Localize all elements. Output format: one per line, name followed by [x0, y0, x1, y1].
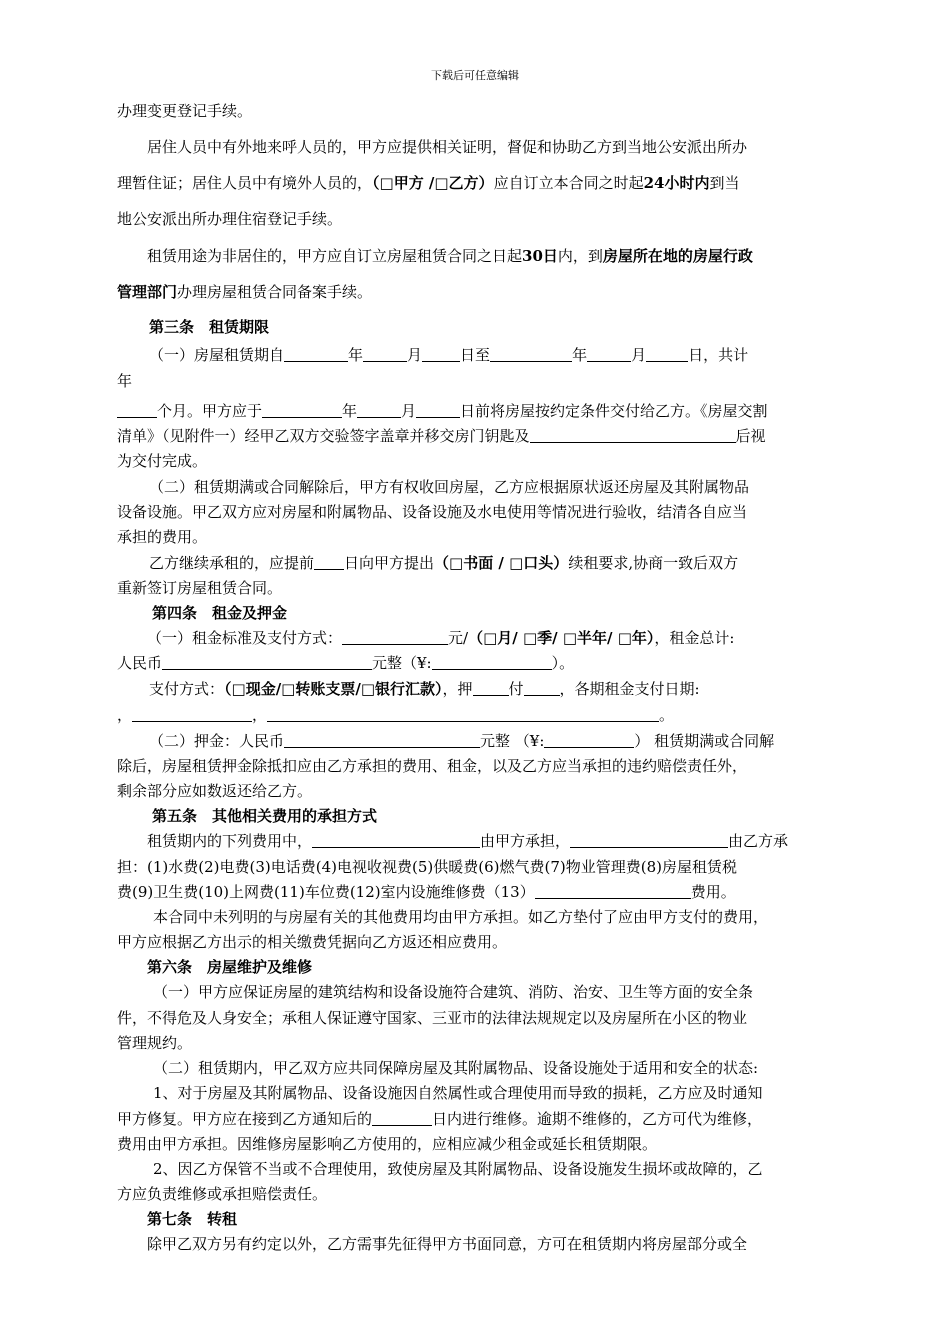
text: 续租要求,协商一致后双方 [568, 554, 739, 572]
text: 年 [342, 402, 358, 420]
paragraph-line: 甲方应根据乙方出示的相关缴费凭据向乙方返还相应费用。 [117, 933, 508, 951]
text: 乙方继续承租的，应提前 [149, 554, 315, 572]
text: 日前将房屋按约定条件交付给乙方。《房屋交割 [460, 402, 768, 420]
article-3-title: 第三条 租赁期限 [149, 318, 270, 336]
delivery-month-field[interactable] [357, 403, 401, 418]
bold-text: 30日 [522, 247, 558, 265]
paragraph-line: （二）租赁期满或合同解除后，甲方有权收回房屋，乙方应根据原状返还房屋及其附属物品 [149, 478, 750, 496]
repair-days-field[interactable] [372, 1111, 432, 1126]
start-year-field[interactable] [284, 347, 348, 362]
start-month-field[interactable] [363, 347, 407, 362]
end-year-field[interactable] [490, 347, 572, 362]
deposit-number-field[interactable] [544, 733, 634, 748]
end-month-field[interactable] [587, 347, 631, 362]
payment-date-field[interactable] [267, 707, 659, 722]
text: ） 租赁期满或合同解 [634, 732, 775, 750]
text: ，押 [442, 680, 473, 698]
option-checkbox-group[interactable]: （□甲方 /□乙方） [372, 174, 494, 192]
paragraph-line: 除甲乙双方另有约定以外，乙方需事先征得甲方书面同意，方可在租赁期内将房屋部分或全 [147, 1235, 748, 1253]
text: 年 [572, 346, 588, 364]
text: 办理房屋租赁合同备案手续。 [177, 283, 373, 301]
text: 日，共计 [688, 346, 749, 364]
paragraph-line: 管理规约。 [117, 1034, 193, 1052]
text: 月 [401, 402, 417, 420]
deposit-amount-field[interactable] [284, 733, 480, 748]
page-header: 下载后可任意编辑 [431, 69, 519, 82]
text: 日向甲方提出 [344, 554, 435, 572]
paragraph-line: 1、对于房屋及其附属物品、设备设施因自然属性或合理使用而导致的损耗，乙方应及时通知 [153, 1084, 763, 1102]
paragraph-line [117, 425, 766, 446]
paragraph-line: 本合同中未列明的与房屋有关的其他费用均由甲方承担。如乙方垫付了应由甲方支付的费用， [153, 908, 769, 926]
text: 元/ [448, 629, 469, 647]
paragraph-line: 件，不得危及人身安全；承租人保证遵守国家、三亚市的法律法规规定以及房屋所在小区的物业 [117, 1009, 748, 1027]
paragraph-line [117, 400, 768, 421]
article-4-title: 第四条 租金及押金 [152, 604, 288, 622]
article-5-title: 第五条 其他相关费用的承担方式 [152, 807, 378, 825]
text: （一）房屋租赁期自 [149, 346, 285, 364]
text: 。 [659, 706, 675, 724]
paragraph-line: 办理变更登记手续。 [117, 102, 253, 120]
text: 清单》（见附件一）经甲乙双方交验签字盖章并移交房门钥匙及 [117, 427, 530, 445]
option-checkbox-group[interactable]: （□书面 / □口头） [434, 554, 569, 572]
option-checkbox-group[interactable]: （□月/ □季/ □半年/ □年） [468, 629, 655, 647]
handover-items-field[interactable] [530, 428, 736, 443]
paragraph-line [149, 730, 774, 751]
text: 月 [407, 346, 423, 364]
bold-text: 房屋所在地的房屋行政 [602, 247, 753, 265]
article-6-title: 第六条 房屋维护及维修 [147, 958, 313, 976]
text: ， [252, 706, 268, 724]
paragraph-line [147, 627, 734, 648]
text: 日内进行维修。逾期不维修的，乙方可代为维修， [432, 1110, 763, 1128]
deposit-months-field[interactable] [473, 681, 509, 696]
text: 应自订立本合同之时起 [493, 174, 644, 192]
paragraph-line [149, 552, 738, 573]
text: 到当 [709, 174, 740, 192]
paragraph-line [117, 172, 739, 193]
paragraph-line: 2、因乙方保管不当或不合理使用，致使房屋及其附属物品、设备设施发生损坏或故障的，乙 [153, 1160, 763, 1178]
paragraph-line: 费用由甲方承担。因维修房屋影响乙方使用的，应相应减少租金或延长租赁期限。 [117, 1135, 658, 1153]
text: 理暂住证；居住人员中有境外人员的， [117, 174, 373, 192]
payment-date-field[interactable] [132, 707, 252, 722]
bold-text: 管理部门 [117, 283, 178, 301]
delivery-year-field[interactable] [262, 403, 342, 418]
text: （一）租金标准及支付方式： [147, 629, 343, 647]
months-field[interactable] [117, 403, 157, 418]
text: 费(9)卫生费(10)上网费(11)车位费(12)室内设施维修费（13） [117, 883, 535, 901]
paragraph-line: 重新签订房屋租赁合同。 [117, 579, 283, 597]
text: 月 [631, 346, 647, 364]
text: 由甲方承担， [480, 832, 571, 850]
text: 元整（¥: [372, 654, 432, 672]
text: 内，到 [557, 247, 603, 265]
notice-days-field[interactable] [314, 555, 344, 570]
text: 费用。 [690, 883, 736, 901]
paragraph-line: 为交付完成。 [117, 452, 208, 470]
text: 付 [508, 680, 524, 698]
text: ， [117, 706, 133, 724]
text: 由乙方承 [728, 832, 789, 850]
text: ）。 [551, 654, 575, 672]
end-day-field[interactable] [646, 347, 688, 362]
text: 后视 [735, 427, 766, 445]
paragraph-line: 承担的费用。 [117, 528, 208, 546]
paragraph-line [117, 881, 736, 902]
paragraph-line: 地公安派出所办理住宿登记手续。 [117, 210, 343, 228]
paragraph-line [147, 245, 753, 266]
text: 甲方修复。甲方应在接到乙方通知后的 [117, 1110, 373, 1128]
delivery-day-field[interactable] [416, 403, 460, 418]
paragraph-line: （一）甲方应保证房屋的建筑结构和设备设施符合建筑、消防、治安、卫生等方面的安全条 [153, 983, 754, 1001]
text: ，租金总计: [654, 629, 735, 647]
paragraph-line [147, 136, 835, 157]
paragraph-line [117, 281, 372, 302]
paragraph-line: 设备设施。甲乙双方应对房屋和附属物品、设备设施及水电使用等情况进行验收，结清各自应当 [117, 503, 748, 521]
text: 年 [348, 346, 364, 364]
start-day-field[interactable] [422, 347, 460, 362]
text: 个月。甲方应于 [157, 402, 263, 420]
paragraph-line [149, 678, 700, 699]
text: 居住人员中有外地来呼人员的，甲方应提供相关证明，督促和协助乙方到当地公安派出所办 [147, 138, 748, 156]
text: 元整 （¥: [480, 732, 545, 750]
other-fee-field[interactable] [535, 884, 691, 899]
pay-months-field[interactable] [524, 681, 560, 696]
paragraph-line: （二）租赁期内，甲乙双方应共同保障房屋及其附属物品、设备设施处于适用和安全的状态: [153, 1059, 759, 1077]
paragraph-line [117, 652, 574, 673]
paragraph-line: 剩余部分应如数返还给乙方。 [117, 782, 313, 800]
bold-text: 24小时内 [643, 174, 710, 192]
paragraph-line: 年 [117, 372, 133, 390]
text: 日至 [460, 346, 491, 364]
text: ，各期租金支付日期: [559, 680, 700, 698]
paragraph-line [147, 830, 788, 851]
lease-term-line [149, 344, 748, 365]
paragraph-line: 方应负责维修或承担赔偿责任。 [117, 1185, 328, 1203]
text: 租赁期内的下列费用中， [147, 832, 313, 850]
text: 支付方式： [149, 680, 225, 698]
landlord-fees-field[interactable] [312, 833, 480, 848]
rent-amount-field[interactable] [342, 630, 448, 645]
text: 人民币 [117, 654, 163, 672]
text: （二）押金：人民币 [149, 732, 285, 750]
paragraph-line [117, 1108, 762, 1129]
option-checkbox-group[interactable]: （□现金/□转账支票/□银行汇款） [224, 680, 443, 698]
article-7-title: 第七条 转租 [147, 1210, 238, 1228]
paragraph-line: 除后，房屋租赁押金除抵扣应由乙方承担的费用、租金，以及乙方应当承担的违约赔偿责任外， [117, 757, 748, 775]
rent-total-number-field[interactable] [432, 655, 552, 670]
rent-total-field[interactable] [162, 655, 372, 670]
text: 租赁用途为非居住的，甲方应自订立房屋租赁合同之日起 [147, 247, 523, 265]
paragraph-line [117, 704, 674, 725]
paragraph-line: 担：(1)水费(2)电费(3)电话费(4)电视收视费(5)供暖费(6)燃气费(7)物业管理费(8)房屋租赁税 [117, 858, 737, 876]
tenant-fees-field[interactable] [570, 833, 728, 848]
